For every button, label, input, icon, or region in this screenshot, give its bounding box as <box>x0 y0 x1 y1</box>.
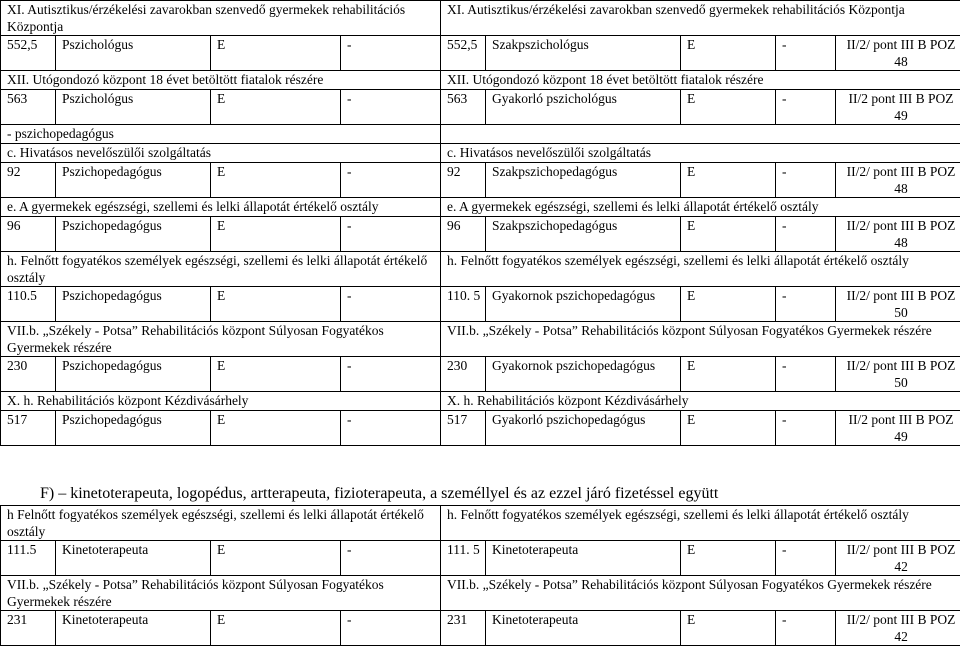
right-dash: - <box>782 37 787 52</box>
section-title-left: VII.b. „Székely - Potsa” Rehabilitációs központ Súlyosan Fogyatékos Gyermekek részére <box>1 576 441 611</box>
section-title-right: e. A gyermekek egészségi, szellemi és lelki állapotát értékelő osztály <box>441 198 960 217</box>
section-title-right <box>441 125 960 144</box>
right-position-cell: Kinetoterapeuta <box>486 611 681 646</box>
right-dash: - <box>782 91 787 106</box>
left-position-cell: Pszichopedagógus <box>56 217 211 252</box>
left-code-cell: 111.5 <box>1 541 56 576</box>
right-code-cell: 552,5 <box>441 36 486 71</box>
section-title-left: VII.b. „Székely - Potsa” Rehabilitációs központ Súlyosan Fogyatékos Gyermekek részére <box>1 322 441 357</box>
left-code-cell: 231 <box>1 611 56 646</box>
right-dash-cell <box>776 611 836 646</box>
section-row <box>1 198 960 217</box>
table-row <box>1 90 960 125</box>
right-position-cell: Szakpszichopedagógus <box>486 163 681 198</box>
right-dash: - <box>782 288 787 303</box>
section-title-right: h. Felnőtt fogyatékos személyek egészségi, szellemi és lelki állapotát értékelő osztály <box>441 252 960 287</box>
right-code-cell: 111. 5 <box>441 541 486 576</box>
right-code-cell: 563 <box>441 90 486 125</box>
section-row <box>1 125 960 144</box>
right-e-cell: E <box>681 36 776 71</box>
right-e-cell: E <box>681 163 776 198</box>
section-title-left: c. Hivatásos nevelőszülői szolgáltatás <box>1 144 441 163</box>
left-position-cell: Pszichológus <box>56 36 211 71</box>
right-position-cell: Szakpszichopedagógus <box>486 217 681 252</box>
pay-grade-cell: II/2/ pont III B POZ 48 <box>836 217 960 252</box>
section-title-right: c. Hivatásos nevelőszülői szolgáltatás <box>441 144 960 163</box>
right-position-cell: Kinetoterapeuta <box>486 541 681 576</box>
section-title-right: XII. Utógondozó központ 18 évet betöltött fiatalok részére <box>441 71 960 90</box>
right-code-cell: 92 <box>441 163 486 198</box>
section-heading-f: F) – kinetoterapeuta, logopédus, artterapeuta, fizioterapeuta, a személlyel és az ezzel járó fizetéssel együtt <box>40 485 719 502</box>
pay-grade-cell: II/2/ pont III B POZ 50 <box>836 287 960 322</box>
right-code-cell: 517 <box>441 411 486 446</box>
left-position-cell: Pszichopedagógus <box>56 411 211 446</box>
left-e-cell: E <box>211 357 341 392</box>
section-title-left: h. Felnőtt fogyatékos személyek egészségi, szellemi és lelki állapotát értékelő osztály <box>1 252 441 287</box>
section-row <box>1 252 960 287</box>
left-e-cell: E <box>211 611 341 646</box>
pay-grade-cell: II/2/ pont III B POZ 48 <box>836 36 960 71</box>
table-row <box>1 611 960 646</box>
section-row <box>1 506 960 541</box>
right-dash-cell <box>776 541 836 576</box>
right-dash: - <box>782 358 787 373</box>
pay-grade-cell: II/2 pont III B POZ 49 <box>836 411 960 446</box>
section-title-left: X. h. Rehabilitációs központ Kézdivásárhely <box>1 392 441 411</box>
section-title-right: XI. Autisztikus/érzékelési zavarokban szenvedő gyermekek rehabilitációs Központja <box>441 1 960 36</box>
right-e-cell: E <box>681 357 776 392</box>
right-e-cell: E <box>681 541 776 576</box>
left-code-cell: 110.5 <box>1 287 56 322</box>
pay-grade-cell: II/2/ pont III B POZ 48 <box>836 163 960 198</box>
left-position-cell: Kinetoterapeuta <box>56 611 211 646</box>
right-dash: - <box>782 412 787 427</box>
left-position-cell: Kinetoterapeuta <box>56 541 211 576</box>
left-e-cell: E <box>211 287 341 322</box>
left-position-cell: Pszichopedagógus <box>56 357 211 392</box>
pay-grade-cell: II/2/ pont III B POZ 42 <box>836 611 960 646</box>
table-row <box>1 541 960 576</box>
section-title-right: h. Felnőtt fogyatékos személyek egészségi, szellemi és lelki állapotát értékelő osztály <box>441 506 960 541</box>
section-title-left: e. A gyermekek egészségi, szellemi és lelki állapotát értékelő osztály <box>1 198 441 217</box>
right-position-cell: Gyakornok pszichopedagógus <box>486 357 681 392</box>
pay-grade-cell: II/2/ pont III B POZ 42 <box>836 541 960 576</box>
right-dash-cell <box>776 357 836 392</box>
left-position-cell: Pszichopedagógus <box>56 287 211 322</box>
right-e-cell: E <box>681 217 776 252</box>
table-row <box>1 163 960 198</box>
right-e-cell: E <box>681 287 776 322</box>
right-dash-cell <box>776 411 836 446</box>
section-row <box>1 1 960 36</box>
left-code-cell: 96 <box>1 217 56 252</box>
left-e-cell: E <box>211 36 341 71</box>
section-title-left: XI. Autisztikus/érzékelési zavarokban szenvedő gyermekek rehabilitációs Központja <box>1 1 441 36</box>
pay-grade-cell: II/2/ pont III B POZ 50 <box>836 357 960 392</box>
right-dash: - <box>782 612 787 627</box>
right-position-cell: Szakpszichológus <box>486 36 681 71</box>
right-dash-cell <box>776 287 836 322</box>
section-row <box>1 392 960 411</box>
left-dash-cell: - <box>341 411 441 446</box>
left-position-cell: Pszichopedagógus <box>56 163 211 198</box>
section-row <box>1 576 960 611</box>
pay-grade-cell: II/2 pont III B POZ 49 <box>836 90 960 125</box>
right-dash: - <box>782 164 787 179</box>
section-row <box>1 71 960 90</box>
left-dash-cell: - <box>341 90 441 125</box>
right-e-cell: E <box>681 611 776 646</box>
right-code-cell: 110. 5 <box>441 287 486 322</box>
right-position-cell: Gyakorló pszichopedagógus <box>486 411 681 446</box>
left-e-cell: E <box>211 90 341 125</box>
left-dash-cell: - <box>341 541 441 576</box>
left-dash-cell: - <box>341 357 441 392</box>
right-dash-cell <box>776 36 836 71</box>
right-code-cell: 231 <box>441 611 486 646</box>
right-dash: - <box>782 542 787 557</box>
right-dash-cell <box>776 163 836 198</box>
table-row <box>1 411 960 446</box>
left-dash-cell: - <box>341 217 441 252</box>
table-row <box>1 287 960 322</box>
right-dash: - <box>782 218 787 233</box>
left-dash-cell: - <box>341 36 441 71</box>
section-title-right: VII.b. „Székely - Potsa” Rehabilitációs központ Súlyosan Fogyatékos Gyermekek részére <box>441 322 960 357</box>
right-dash-cell <box>776 217 836 252</box>
left-e-cell: E <box>211 217 341 252</box>
section-row <box>1 144 960 163</box>
right-e-cell: E <box>681 411 776 446</box>
right-e-cell: E <box>681 90 776 125</box>
left-code-cell: 92 <box>1 163 56 198</box>
section-title-right: VII.b. „Székely - Potsa” Rehabilitációs központ Súlyosan Fogyatékos Gyermekek részére <box>441 576 960 611</box>
table-row <box>1 217 960 252</box>
positions-table-lower <box>0 505 960 646</box>
right-code-cell: 230 <box>441 357 486 392</box>
right-position-cell: Gyakorló pszichológus <box>486 90 681 125</box>
note-cell: - pszichopedagógus <box>1 125 441 144</box>
left-code-cell: 230 <box>1 357 56 392</box>
section-title-right: X. h. Rehabilitációs központ Kézdivásárhely <box>441 392 960 411</box>
table-row <box>1 36 960 71</box>
right-code-cell: 96 <box>441 217 486 252</box>
left-code-cell: 563 <box>1 90 56 125</box>
right-position-cell: Gyakornok pszichopedagógus <box>486 287 681 322</box>
left-code-cell: 552,5 <box>1 36 56 71</box>
left-dash-cell: - <box>341 287 441 322</box>
left-dash-cell: - <box>341 611 441 646</box>
left-e-cell: E <box>211 411 341 446</box>
table-row <box>1 357 960 392</box>
right-dash-cell <box>776 90 836 125</box>
section-title-left: XII. Utógondozó központ 18 évet betöltött fiatalok részére <box>1 71 441 90</box>
section-title-left: h Felnőtt fogyatékos személyek egészségi, szellemi és lelki állapotát értékelő osztály <box>1 506 441 541</box>
section-row <box>1 322 960 357</box>
left-code-cell: 517 <box>1 411 56 446</box>
left-e-cell: E <box>211 163 341 198</box>
left-dash-cell: - <box>341 163 441 198</box>
left-position-cell: Pszichológus <box>56 90 211 125</box>
left-e-cell: E <box>211 541 341 576</box>
